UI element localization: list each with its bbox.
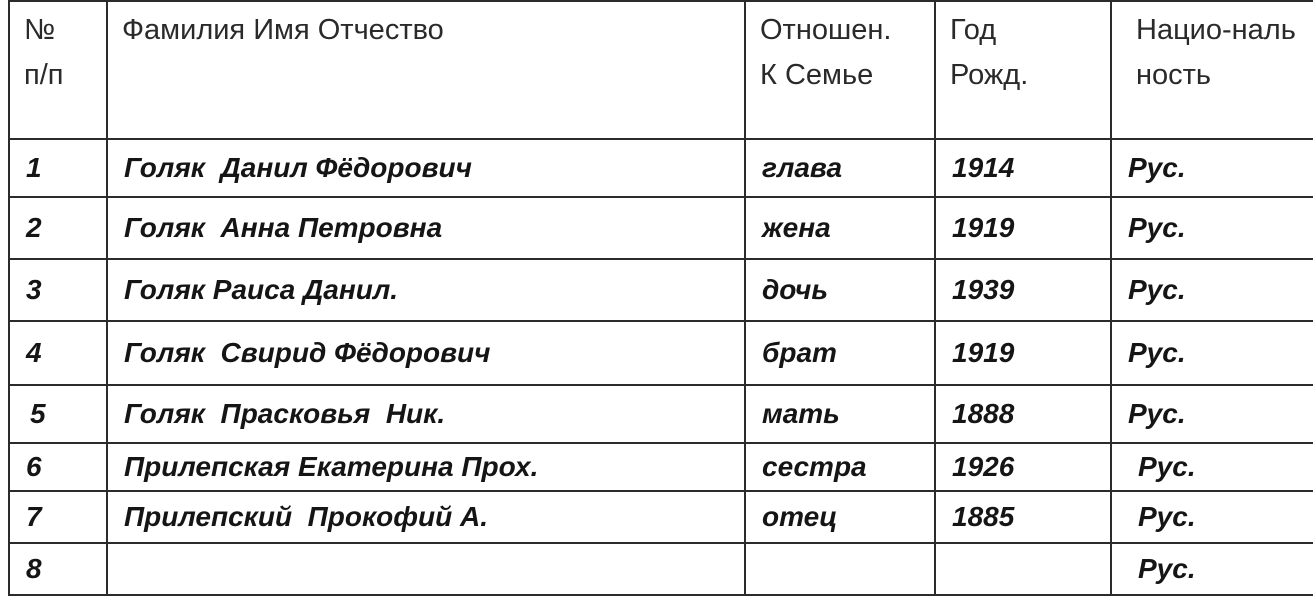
cell-name: Прилепский Прокофий А. (107, 491, 745, 543)
cell-nationality: Рус. (1111, 259, 1313, 321)
cell-relation (745, 543, 935, 595)
table-row (9, 321, 1313, 385)
cell-relation: дочь (745, 259, 935, 321)
cell-year: 1919 (935, 321, 1111, 385)
cell-num: 3 (9, 259, 107, 321)
cell-relation: отец (745, 491, 935, 543)
cell-relation: глава (745, 139, 935, 197)
header-num: № п/п (9, 1, 107, 139)
table-row (9, 139, 1313, 197)
cell-year: 1914 (935, 139, 1111, 197)
cell-nationality: Рус. (1111, 491, 1313, 543)
table-row (9, 197, 1313, 259)
cell-nationality: Рус. (1111, 385, 1313, 443)
cell-num: 2 (9, 197, 107, 259)
cell-name (107, 543, 745, 595)
header-name: Фамилия Имя Отчество (107, 1, 745, 139)
table-row (9, 443, 1313, 491)
cell-name: Голяк Свирид Фёдорович (107, 321, 745, 385)
cell-year: 1885 (935, 491, 1111, 543)
cell-nationality: Рус. (1111, 543, 1313, 595)
cell-num: 5 (9, 385, 107, 443)
cell-name: Прилепская Екатерина Прох. (107, 443, 745, 491)
cell-relation: брат (745, 321, 935, 385)
cell-nationality: Рус. (1111, 321, 1313, 385)
header-year: Год Рожд. (935, 1, 1111, 139)
cell-year: 1888 (935, 385, 1111, 443)
cell-year: 1926 (935, 443, 1111, 491)
table-row (9, 259, 1313, 321)
cell-year: 1939 (935, 259, 1111, 321)
header-nationality: Нацио-нальность (1111, 1, 1313, 139)
cell-num: 6 (9, 443, 107, 491)
cell-nationality: Рус. (1111, 197, 1313, 259)
cell-relation: жена (745, 197, 935, 259)
header-relation: Отношен. К Семье (745, 1, 935, 139)
header-row (9, 1, 1313, 139)
cell-year: 1919 (935, 197, 1111, 259)
cell-num: 1 (9, 139, 107, 197)
cell-name: Голяк Данил Фёдорович (107, 139, 745, 197)
table-row (9, 491, 1313, 543)
cell-num: 4 (9, 321, 107, 385)
table-row (9, 543, 1313, 595)
cell-num: 7 (9, 491, 107, 543)
cell-nationality: Рус. (1111, 443, 1313, 491)
table-row (9, 385, 1313, 443)
cell-name: Голяк Анна Петровна (107, 197, 745, 259)
cell-num: 8 (9, 543, 107, 595)
cell-name: Голяк Прасковья Ник. (107, 385, 745, 443)
cell-relation: мать (745, 385, 935, 443)
cell-year (935, 543, 1111, 595)
cell-nationality: Рус. (1111, 139, 1313, 197)
cell-name: Голяк Раиса Данил. (107, 259, 745, 321)
family-table (8, 0, 1313, 596)
cell-relation: сестра (745, 443, 935, 491)
